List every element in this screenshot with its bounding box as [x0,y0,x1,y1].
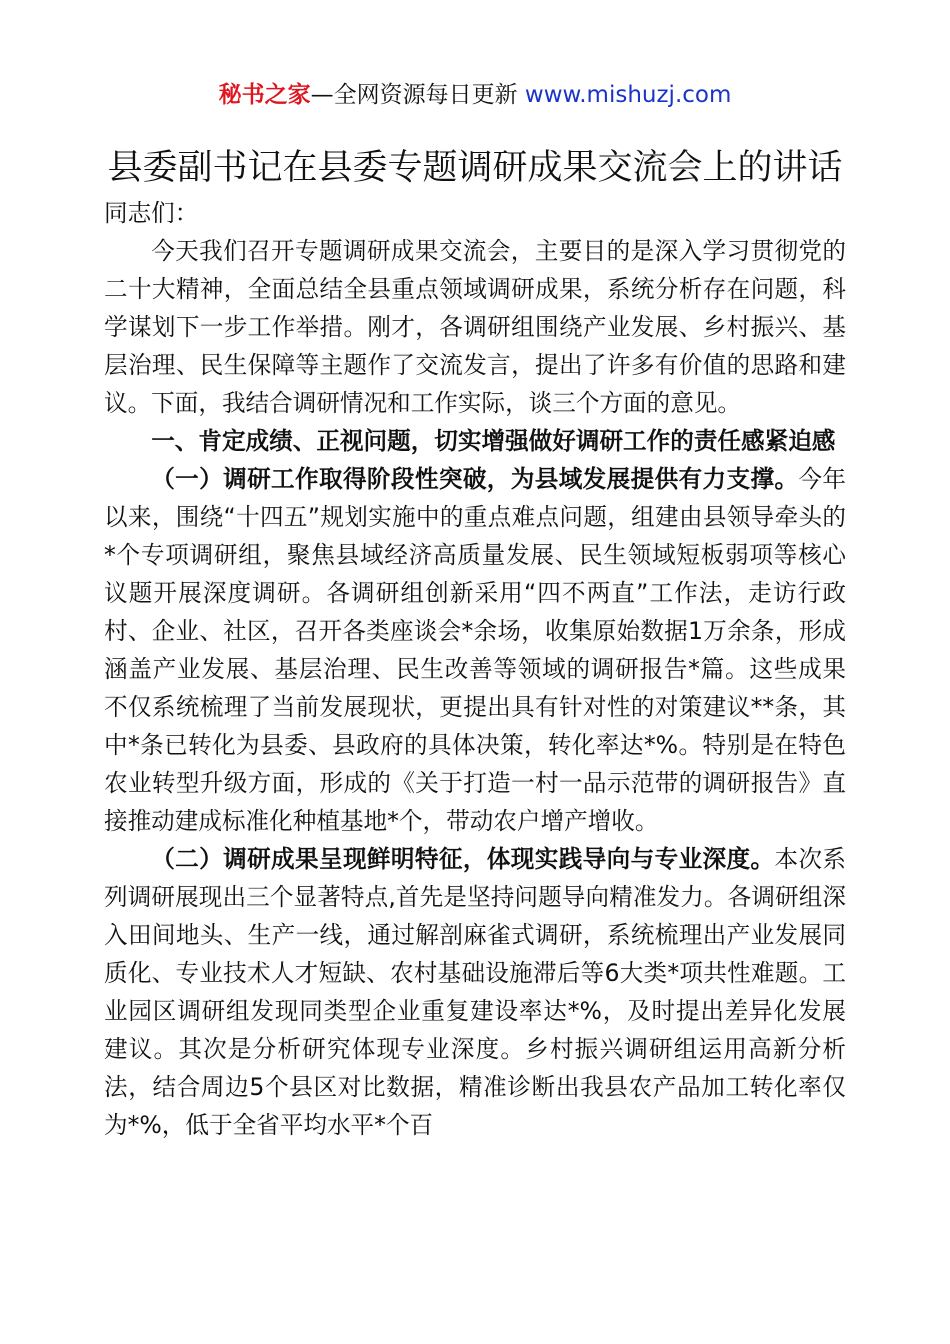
document-title: 县委副书记在县委专题调研成果交流会上的讲话 [107,148,843,188]
section-heading-1: 一、肯定成绩、正视问题，切实增强做好调研工作的责任感紧迫感 [151,427,836,455]
site-link[interactable]: www.mishuzj.com [524,82,732,108]
subsection-heading-2: （二）调研成果呈现鲜明特征，体现实践导向与专业深度。 [151,845,775,873]
salutation: 同志们： [104,199,199,227]
subsection-heading-1: （一）调研工作取得阶段性突破，为县域发展提供有力支撑。 [151,465,799,493]
subsection-paragraph-2 [104,840,846,1144]
document-body [104,194,846,1144]
subsection-paragraph-1 [104,460,846,840]
banner-slogan: —全网资源每日更新 [310,82,525,108]
brand-name: 秘书之家 [218,82,311,108]
intro-paragraph: 今天我们召开专题调研成果交流会，主要目的是深入学习贯彻党的二十大精神，全面总结全县重点领域调研成果，系统分析存在问题，科学谋划下一步工作举措。刚才，各调研组围绕产业发展、乡村振兴、基层治理、民生保障等主题作了交流发言，提出了许多有价值的思路和建议。下面，我结合调研情况和工作实际，谈三个方面的意见。 [104,237,846,417]
subsection-body-1: 今年以来，围绕“十四五”规划实施中的重点难点问题，组建由县领导牵头的*个专项调研组，聚焦县域经济高质量发展、民生领域短板弱项等核心议题开展深度调研。各调研组创新采用“四不两直”工作法，走访行政村、企业、社区，召开各类座谈会*余场，收集原始数据1万余条，形成涵盖产业发展、基层治理、民生改善等领域的调研报告*篇。这些成果不仅系统梳理了当前发展现状，更提出具有针对性的对策建议**条，其中*条已转化为县委、县政府的具体决策，转化率达*%。特别是在特色农业转型升级方面，形成的《关于打造一村一品示范带的调研报告》直接推动建成标准化种植基地*个，带动农户增产增收。 [104,465,847,835]
subsection-body-2: 本次系列调研展现出三个显著特点,首先是坚持问题导向精准发力。各调研组深入田间地头、生产一线，通过解剖麻雀式调研，系统梳理出产业发展同质化、专业技术人才短缺、农村基础设施滞后等6大类*项共性难题。工业园区调研组发现同类型企业重复建设率达*%，及时提出差异化发展建议。其次是分析研究体现专业深度。乡村振兴调研组运用高新分析法，结合周边5个县区对比数据，精准诊断出我县农产品加工转化率仅为*%，低于全省平均水平*个百 [104,845,847,1139]
site-banner [0,78,950,112]
